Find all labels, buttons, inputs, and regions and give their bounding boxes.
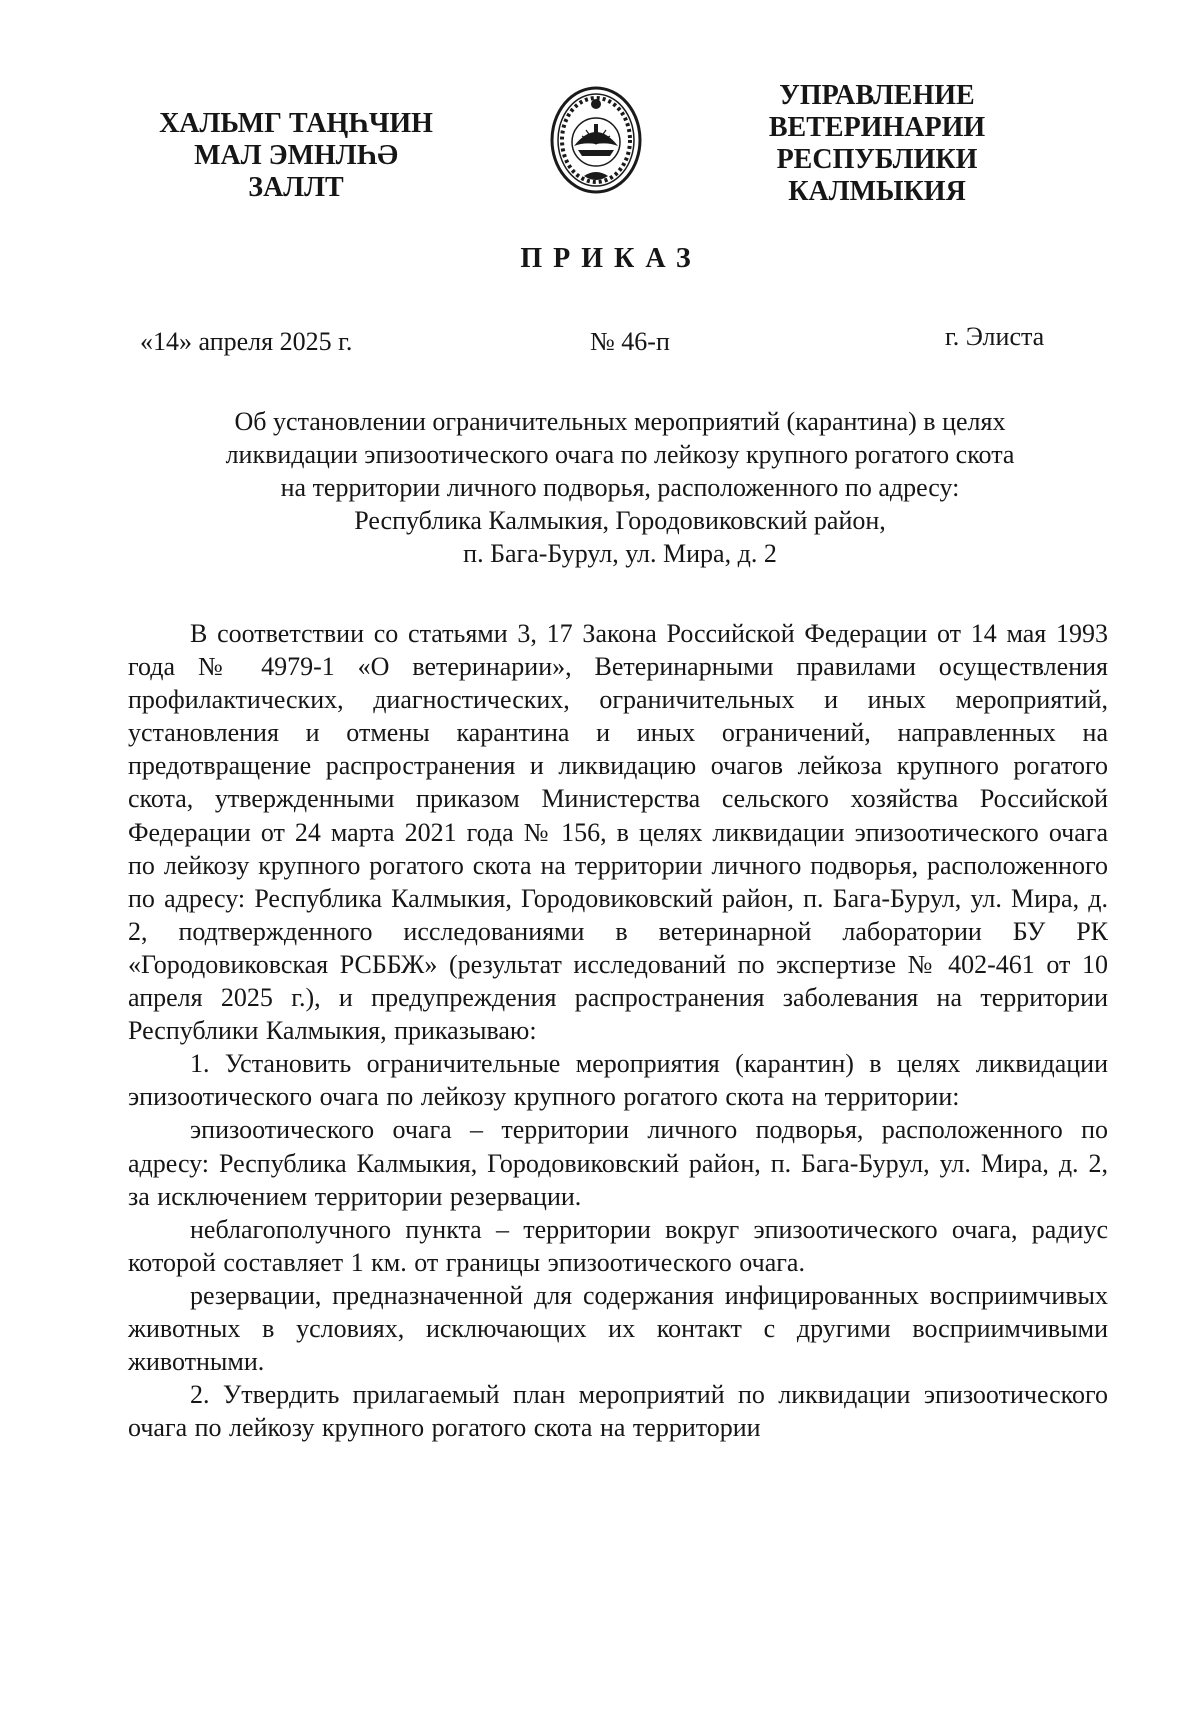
order-item-1-point: неблагополучного пункта – территории вокруг эпизоотического очага, радиус которой составляет 1 км. от границы эпизоотического очага. [128,1214,1108,1277]
header-right-line: КАЛМЫКИЯ [788,176,966,207]
header-left-line: ХАЛЬМГ ТАҢҺЧИН [159,108,433,139]
republic-of-kalmykia-coat-of-arms-icon [548,84,644,200]
document-city: г. Элиста [945,322,1045,351]
header-right-line: ВЕТЕРИНАРИИ [768,112,986,143]
order-item-1: 1. Установить ограничительные мероприятия (карантин) в целях ликвидации эпизоотического очага по лейкозу крупного рогатого скота на территории: [128,1049,1108,1112]
document-date: «14» апреля 2025 г. [140,327,353,356]
subject-line: Об установлении ограничительных мероприятий (карантина) в целях [234,407,1006,436]
document-title: ПРИКАЗ [520,243,702,274]
order-item-1-focus: эпизоотического очага – территории личного подворья, расположенного по адресу: Республика Калмыкия, Городовиковский район, п. Бага-Бурул, ул. Мира, д. 2, за исключением территории резервации. [128,1115,1108,1211]
header-right-line: РЕСПУБЛИКИ [776,144,978,175]
header-left-line: МАЛ ЭМНЛҺӘ [194,140,398,171]
subject-line: Республика Калмыкия, Городовиковский район, [354,506,886,535]
preamble-paragraph: В соответствии со статьями 3, 17 Закона Российской Федерации от 14 мая 1993 года № 4979-1 «О ветеринарии», Ветеринарными правилами осуществления профилактических, диагностических, ограничительных и иных мероприятий, установления и отмены карантина и иных ограничений, направленных на предотвращение распространения и ликвидацию очагов лейкоза крупного рогатого скота, утвержденными приказом Министерства сельского хозяйства Российской Федерации от 24 марта 2021 года № 156, в целях ликвидации эпизоотического очага по лейкозу крупного рогатого скота на территории личного подворья, расположенного по адресу: Республика Калмыкия, Городовиковский район, п. Бага-Бурул, ул. Мира, д. 2, подтвержденного исследованиями в ветеринарной лаборатории БУ РК «Городовиковская РСББЖ» (результат исследований по экспертизе № 402-461 от 10 апреля 2025 г.), и предупреждения распространения заболевания на территории Республики Калмыкия, приказываю: [128,619,1108,1046]
header-kalmyk-name [140,108,452,204]
header-left-line: ЗАЛЛТ [248,172,344,203]
header-russian-name [752,80,1002,208]
subject-line: на территории личного подворья, расположенного по адресу: [280,473,960,502]
subject-line: ликвидации эпизоотического очага по лейкозу крупного рогатого скота [225,440,1015,469]
subject-line: п. Бага-Бурул, ул. Мира, д. 2 [463,539,777,568]
order-item-1-reserve: резервации, предназначенной для содержания инфицированных восприимчивых животных в условиях, исключающих их контакт с другими восприимчивыми животными. [128,1280,1108,1377]
order-item-2: 2. Утвердить прилагаемый план мероприятий по ликвидации эпизоотического очага по лейкозу крупного рогатого скота на территории [128,1380,1108,1443]
header-right-line: УПРАВЛЕНИЕ [779,80,975,111]
document-subject [160,405,1080,570]
document-body [128,617,1108,1444]
document-number: № 46-п [590,327,670,356]
